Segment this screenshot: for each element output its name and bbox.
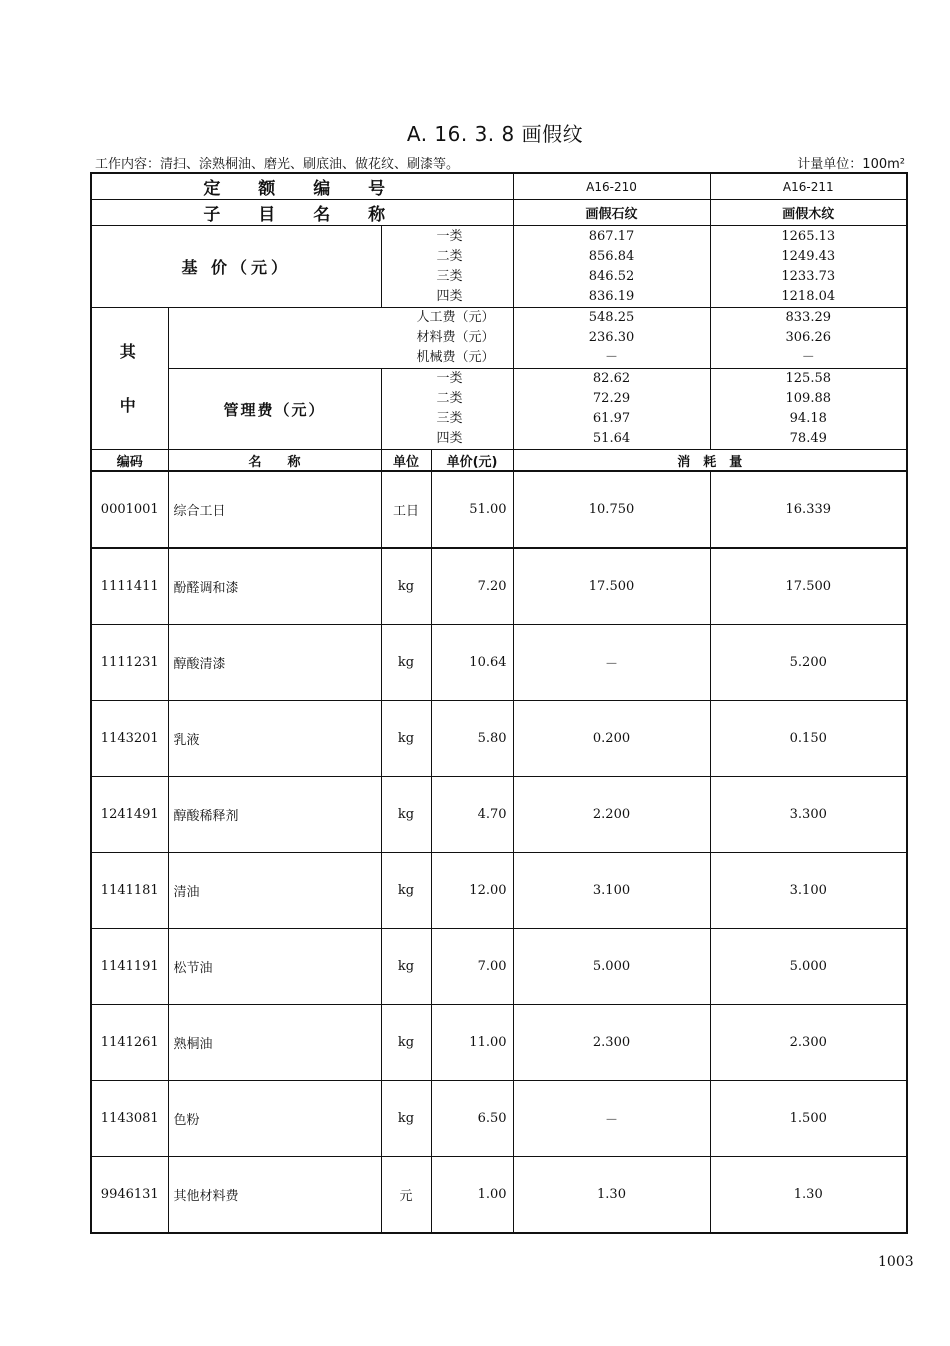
col-consumption-header: 消 耗 量	[513, 450, 907, 472]
item-unit: kg	[381, 701, 431, 777]
item-name: 熟桐油	[168, 1005, 381, 1081]
item-value-1: 17.500	[513, 548, 710, 625]
item-name: 醇酸稀释剂	[168, 777, 381, 853]
item-value-1: 2.300	[513, 1005, 710, 1081]
col-price-header: 单价(元)	[431, 450, 513, 472]
item-value-2: 5.200	[710, 625, 907, 701]
item-price: 6.50	[431, 1081, 513, 1157]
base-price-col2: 1265.13 1249.43 1233.73 1218.04	[710, 226, 907, 308]
fees-col2: 833.29 306.26 －	[710, 308, 907, 369]
item-name: 醇酸清漆	[168, 625, 381, 701]
item-price: 7.00	[431, 929, 513, 1005]
item-code: 1141261	[91, 1005, 168, 1081]
item-value-1: 10.750	[513, 471, 710, 548]
fees-col1: 548.25 236.30 －	[513, 308, 710, 369]
item-value-1: 2.200	[513, 777, 710, 853]
item-code: 1143081	[91, 1081, 168, 1157]
mgmt-col2: 125.58 109.88 94.18 78.49	[710, 369, 907, 450]
table-row	[91, 471, 907, 548]
base-price-label: 基 价（元）	[91, 226, 381, 308]
item-unit: kg	[381, 777, 431, 853]
column-header-row	[91, 450, 907, 472]
item-unit: kg	[381, 625, 431, 701]
item-unit: kg	[381, 929, 431, 1005]
item-value-2: 2.300	[710, 1005, 907, 1081]
item-unit: kg	[381, 1005, 431, 1081]
table-row	[91, 1157, 907, 1234]
item-code: 9946131	[91, 1157, 168, 1234]
item-value-2: 17.500	[710, 548, 907, 625]
item-price: 51.00	[431, 471, 513, 548]
item-unit: kg	[381, 548, 431, 625]
item-price: 12.00	[431, 853, 513, 929]
item-unit: 工日	[381, 471, 431, 548]
table-row	[91, 853, 907, 929]
mgmt-label: 管理费（元）	[168, 369, 381, 450]
fee-labels: 人工费（元） 材料费（元） 机械费（元）	[168, 308, 513, 369]
item-value-2: 3.100	[710, 853, 907, 929]
item-value-1: 3.100	[513, 853, 710, 929]
mgmt-row	[91, 369, 907, 450]
item-name-1: 画假石纹	[513, 200, 710, 226]
item-value-1: －	[513, 1081, 710, 1157]
page-number: 1003	[878, 1254, 914, 1270]
item-value-1: －	[513, 625, 710, 701]
item-price: 10.64	[431, 625, 513, 701]
item-code: 1141191	[91, 929, 168, 1005]
item-code: 1111411	[91, 548, 168, 625]
page-title: A. 16. 3. 8 画假纹	[406, 122, 584, 146]
item-value-2: 5.000	[710, 929, 907, 1005]
item-price: 11.00	[431, 1005, 513, 1081]
quota-no-row	[91, 173, 907, 200]
item-code: 0001001	[91, 471, 168, 548]
item-unit: kg	[381, 1081, 431, 1157]
item-name-row	[91, 200, 907, 226]
item-value-1: 1.30	[513, 1157, 710, 1234]
table-row	[91, 701, 907, 777]
item-name: 乳液	[168, 701, 381, 777]
table-row	[91, 548, 907, 625]
item-name-2: 画假木纹	[710, 200, 907, 226]
item-unit: kg	[381, 853, 431, 929]
fees-row	[91, 308, 907, 369]
table-row	[91, 1005, 907, 1081]
quota-code-1: A16-210	[513, 173, 710, 200]
item-value-2: 1.500	[710, 1081, 907, 1157]
item-name: 酚醛调和漆	[168, 548, 381, 625]
item-name: 清油	[168, 853, 381, 929]
item-value-1: 0.200	[513, 701, 710, 777]
item-name-label: 子 目 名 称	[91, 200, 513, 226]
item-name: 松节油	[168, 929, 381, 1005]
table-row	[91, 777, 907, 853]
table-row	[91, 1081, 907, 1157]
qizhong-label: 其 中	[91, 308, 168, 450]
work-content: 工作内容：清扫、涂熟桐油、磨光、刷底油、做花纹、刷漆等。	[95, 157, 460, 172]
item-value-2: 16.339	[710, 471, 907, 548]
quota-table	[90, 172, 908, 1234]
item-code: 1141181	[91, 853, 168, 929]
item-code: 1143201	[91, 701, 168, 777]
item-value-1: 5.000	[513, 929, 710, 1005]
item-unit: 元	[381, 1157, 431, 1234]
col-code-header: 编码	[91, 450, 168, 472]
col-name-header: 名 称	[168, 450, 381, 472]
item-price: 1.00	[431, 1157, 513, 1234]
quota-code-2: A16-211	[710, 173, 907, 200]
item-name: 色粉	[168, 1081, 381, 1157]
mgmt-col1: 82.62 72.29 61.97 51.64	[513, 369, 710, 450]
item-name: 综合工日	[168, 471, 381, 548]
item-name: 其他材料费	[168, 1157, 381, 1234]
base-price-col1: 867.17 856.84 846.52 836.19	[513, 226, 710, 308]
item-code: 1111231	[91, 625, 168, 701]
quota-no-label: 定 额 编 号	[91, 173, 513, 200]
measurement-unit: 计量单位：100m²	[797, 157, 905, 172]
item-value-2: 1.30	[710, 1157, 907, 1234]
item-price: 7.20	[431, 548, 513, 625]
mgmt-categories: 一类 二类 三类 四类	[381, 369, 513, 450]
item-price: 5.80	[431, 701, 513, 777]
item-price: 4.70	[431, 777, 513, 853]
col-unit-header: 单位	[381, 450, 431, 472]
item-code: 1241491	[91, 777, 168, 853]
base-price-categories: 一类 二类 三类 四类	[381, 226, 513, 308]
table-row	[91, 625, 907, 701]
table-row	[91, 929, 907, 1005]
item-value-2: 0.150	[710, 701, 907, 777]
base-price-row	[91, 226, 907, 308]
item-value-2: 3.300	[710, 777, 907, 853]
